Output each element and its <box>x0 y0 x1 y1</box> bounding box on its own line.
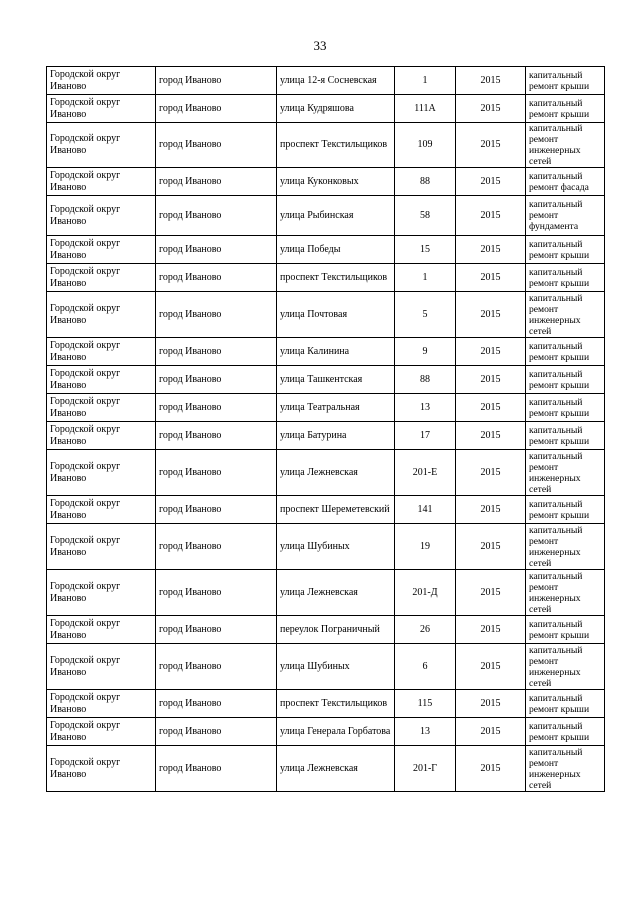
table-row <box>47 746 605 792</box>
work-type-cell: капитальный ремонт инженерных сетей <box>526 524 605 570</box>
city-cell: город Иваново <box>156 644 277 690</box>
house-number-cell: 111А <box>395 95 456 123</box>
work-type-cell: капитальный ремонт фундамента <box>526 196 605 236</box>
street-cell: улица Шубиных <box>277 524 395 570</box>
street-cell: улица Почтовая <box>277 292 395 338</box>
work-type-cell: капитальный ремонт крыши <box>526 338 605 366</box>
year-cell: 2015 <box>456 746 526 792</box>
district-cell: Городской округ Иваново <box>47 450 156 496</box>
district-cell: Городской округ Иваново <box>47 644 156 690</box>
house-number-cell: 13 <box>395 718 456 746</box>
street-cell: улица Генерала Горбатова <box>277 718 395 746</box>
street-cell: проспект Текстильщиков <box>277 123 395 168</box>
table-row <box>47 718 605 746</box>
district-cell: Городской округ Иваново <box>47 95 156 123</box>
work-type-cell: капитальный ремонт крыши <box>526 718 605 746</box>
work-type-cell: капитальный ремонт инженерных сетей <box>526 746 605 792</box>
district-cell: Городской округ Иваново <box>47 746 156 792</box>
work-type-cell: капитальный ремонт инженерных сетей <box>526 450 605 496</box>
table-row <box>47 236 605 264</box>
table-row <box>47 168 605 196</box>
street-cell: проспект Текстильщиков <box>277 264 395 292</box>
city-cell: город Иваново <box>156 123 277 168</box>
house-number-cell: 109 <box>395 123 456 168</box>
city-cell: город Иваново <box>156 168 277 196</box>
street-cell: улица Лежневская <box>277 746 395 792</box>
district-cell: Городской округ Иваново <box>47 422 156 450</box>
work-type-cell: капитальный ремонт инженерных сетей <box>526 292 605 338</box>
district-cell: Городской округ Иваново <box>47 168 156 196</box>
table-row <box>47 690 605 718</box>
city-cell: город Иваново <box>156 95 277 123</box>
year-cell: 2015 <box>456 67 526 95</box>
table-row <box>47 450 605 496</box>
year-cell: 2015 <box>456 616 526 644</box>
house-number-cell: 88 <box>395 366 456 394</box>
house-number-cell: 201-Д <box>395 570 456 616</box>
year-cell: 2015 <box>456 196 526 236</box>
city-cell: город Иваново <box>156 422 277 450</box>
district-cell: Городской округ Иваново <box>47 196 156 236</box>
city-cell: город Иваново <box>156 236 277 264</box>
table-row <box>47 496 605 524</box>
district-cell: Городской округ Иваново <box>47 338 156 366</box>
year-cell: 2015 <box>456 524 526 570</box>
street-cell: улица Калинина <box>277 338 395 366</box>
work-type-cell: капитальный ремонт крыши <box>526 422 605 450</box>
work-type-cell: капитальный ремонт инженерных сетей <box>526 123 605 168</box>
work-type-cell: капитальный ремонт инженерных сетей <box>526 644 605 690</box>
work-type-cell: капитальный ремонт крыши <box>526 394 605 422</box>
city-cell: город Иваново <box>156 292 277 338</box>
street-cell: улица Лежневская <box>277 450 395 496</box>
street-cell: улица Лежневская <box>277 570 395 616</box>
street-cell: проспект Шереметевский <box>277 496 395 524</box>
street-cell: улица Рыбинская <box>277 196 395 236</box>
work-type-cell: капитальный ремонт крыши <box>526 616 605 644</box>
city-cell: город Иваново <box>156 67 277 95</box>
city-cell: город Иваново <box>156 570 277 616</box>
house-number-cell: 6 <box>395 644 456 690</box>
house-number-cell: 17 <box>395 422 456 450</box>
district-cell: Городской округ Иваново <box>47 67 156 95</box>
year-cell: 2015 <box>456 422 526 450</box>
city-cell: город Иваново <box>156 616 277 644</box>
table-body <box>47 67 605 792</box>
city-cell: город Иваново <box>156 264 277 292</box>
house-number-cell: 141 <box>395 496 456 524</box>
work-type-cell: капитальный ремонт крыши <box>526 67 605 95</box>
table-row <box>47 196 605 236</box>
city-cell: город Иваново <box>156 524 277 570</box>
table-row <box>47 394 605 422</box>
table-row <box>47 422 605 450</box>
year-cell: 2015 <box>456 394 526 422</box>
city-cell: город Иваново <box>156 338 277 366</box>
work-type-cell: капитальный ремонт крыши <box>526 236 605 264</box>
work-type-cell: капитальный ремонт крыши <box>526 690 605 718</box>
house-number-cell: 15 <box>395 236 456 264</box>
year-cell: 2015 <box>456 690 526 718</box>
house-number-cell: 88 <box>395 168 456 196</box>
city-cell: город Иваново <box>156 394 277 422</box>
city-cell: город Иваново <box>156 718 277 746</box>
repair-schedule-table <box>46 66 605 792</box>
city-cell: город Иваново <box>156 450 277 496</box>
house-number-cell: 13 <box>395 394 456 422</box>
district-cell: Городской округ Иваново <box>47 236 156 264</box>
table-row <box>47 570 605 616</box>
city-cell: город Иваново <box>156 746 277 792</box>
street-cell: улица 12-я Сосневская <box>277 67 395 95</box>
work-type-cell: капитальный ремонт крыши <box>526 496 605 524</box>
year-cell: 2015 <box>456 292 526 338</box>
year-cell: 2015 <box>456 570 526 616</box>
district-cell: Городской округ Иваново <box>47 394 156 422</box>
district-cell: Городской округ Иваново <box>47 292 156 338</box>
table-row <box>47 67 605 95</box>
street-cell: улица Батурина <box>277 422 395 450</box>
district-cell: Городской округ Иваново <box>47 718 156 746</box>
district-cell: Городской округ Иваново <box>47 616 156 644</box>
year-cell: 2015 <box>456 236 526 264</box>
year-cell: 2015 <box>456 496 526 524</box>
table-row <box>47 95 605 123</box>
city-cell: город Иваново <box>156 690 277 718</box>
district-cell: Городской округ Иваново <box>47 524 156 570</box>
street-cell: улица Куконковых <box>277 168 395 196</box>
district-cell: Городской округ Иваново <box>47 264 156 292</box>
district-cell: Городской округ Иваново <box>47 690 156 718</box>
district-cell: Городской округ Иваново <box>47 496 156 524</box>
street-cell: улица Ташкентская <box>277 366 395 394</box>
work-type-cell: капитальный ремонт крыши <box>526 366 605 394</box>
street-cell: улица Кудряшова <box>277 95 395 123</box>
house-number-cell: 5 <box>395 292 456 338</box>
house-number-cell: 115 <box>395 690 456 718</box>
work-type-cell: капитальный ремонт фасада <box>526 168 605 196</box>
work-type-cell: капитальный ремонт крыши <box>526 95 605 123</box>
street-cell: улица Шубиных <box>277 644 395 690</box>
house-number-cell: 201-Е <box>395 450 456 496</box>
table-row <box>47 616 605 644</box>
district-cell: Городской округ Иваново <box>47 123 156 168</box>
year-cell: 2015 <box>456 450 526 496</box>
year-cell: 2015 <box>456 123 526 168</box>
house-number-cell: 9 <box>395 338 456 366</box>
house-number-cell: 1 <box>395 264 456 292</box>
house-number-cell: 58 <box>395 196 456 236</box>
district-cell: Городской округ Иваново <box>47 366 156 394</box>
house-number-cell: 26 <box>395 616 456 644</box>
year-cell: 2015 <box>456 264 526 292</box>
page-number: 33 <box>313 38 327 53</box>
street-cell: проспект Текстильщиков <box>277 690 395 718</box>
street-cell: улица Театральная <box>277 394 395 422</box>
year-cell: 2015 <box>456 644 526 690</box>
work-type-cell: капитальный ремонт инженерных сетей <box>526 570 605 616</box>
city-cell: город Иваново <box>156 496 277 524</box>
table-row <box>47 644 605 690</box>
house-number-cell: 19 <box>395 524 456 570</box>
table-row <box>47 366 605 394</box>
table-row <box>47 264 605 292</box>
house-number-cell: 1 <box>395 67 456 95</box>
street-cell: переулок Пограничный <box>277 616 395 644</box>
street-cell: улица Победы <box>277 236 395 264</box>
city-cell: город Иваново <box>156 366 277 394</box>
year-cell: 2015 <box>456 366 526 394</box>
house-number-cell: 201-Г <box>395 746 456 792</box>
table-row <box>47 292 605 338</box>
year-cell: 2015 <box>456 168 526 196</box>
district-cell: Городской округ Иваново <box>47 570 156 616</box>
year-cell: 2015 <box>456 95 526 123</box>
city-cell: город Иваново <box>156 196 277 236</box>
table-row <box>47 524 605 570</box>
year-cell: 2015 <box>456 338 526 366</box>
table-row <box>47 338 605 366</box>
year-cell: 2015 <box>456 718 526 746</box>
work-type-cell: капитальный ремонт крыши <box>526 264 605 292</box>
table-row <box>47 123 605 168</box>
